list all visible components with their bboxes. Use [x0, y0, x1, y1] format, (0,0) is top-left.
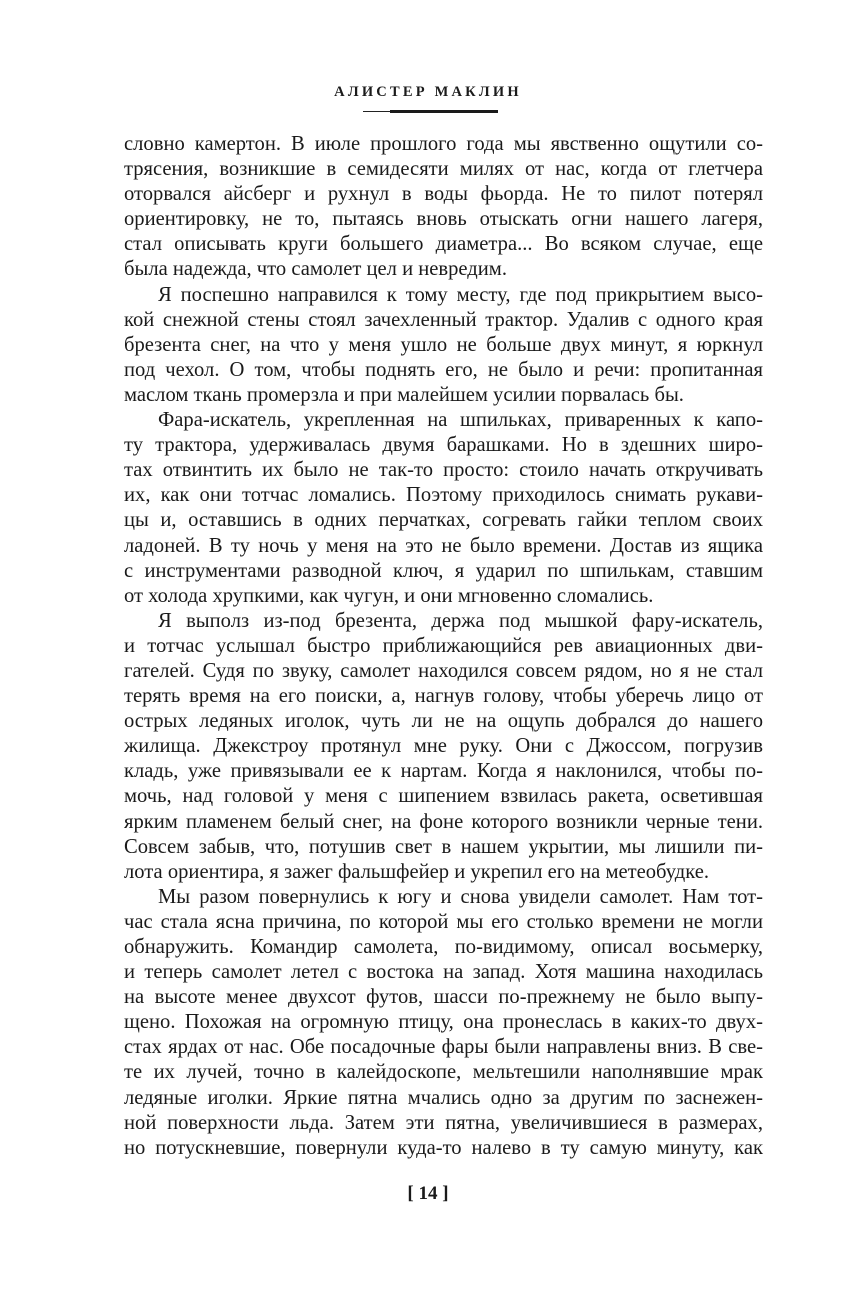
text-line: и тотчас услышал быстро приближающийся рев авиационных дви-	[124, 634, 763, 657]
text-line: Я поспешно направился к тому месту, где под прикрытием высо-	[158, 283, 763, 306]
text-line: трясения, возникшие в семидесяти милях от нас, когда от глетчера	[124, 158, 763, 181]
text-line: под чехол. О том, чтобы поднять его, не было и речи: пропитанная	[124, 358, 763, 381]
text-line: обнаружить. Командир самолета, по-видимому, описал восьмерку,	[124, 936, 763, 958]
text-line: Я выполз из-под брезента, держа под мышкой фару-искатель,	[158, 609, 763, 632]
text-line: Мы разом повернулись к югу и снова увидели самолет. Нам тот-	[158, 885, 763, 908]
running-head-author: АЛИСТЕР МАКЛИН	[334, 84, 522, 100]
text-line: гателей. Судя по звуку, самолет находился совсем рядом, но я не стал	[124, 659, 763, 682]
page-number: [ 14 ]	[407, 1183, 449, 1204]
text-line: была надежда, что самолет цел и невредим.	[124, 258, 507, 281]
text-line: маслом ткань промерзла и при малейшем усилии порвалась бы.	[124, 383, 684, 406]
text-line: ярким пламенем белый снег, на фоне которого возникли черные тени.	[124, 810, 763, 833]
text-line: их, как они тотчас ломались. Поэтому приходилось снимать рукави-	[124, 484, 763, 507]
text-line: от холода хрупкими, как чугун, и они мгновенно сломались.	[124, 584, 654, 607]
text-line: жилища. Джекстроу протянул мне руку. Они с Джоссом, погрузив	[124, 735, 763, 758]
body-text	[124, 132, 763, 1161]
text-line: Фара-искатель, укрепленная на шпильках, приваренных к капо-	[158, 409, 763, 432]
text-line: ту трактора, удерживалась двумя барашками. Но в здешних широ-	[124, 434, 763, 457]
text-line: тах отвинтить их было не так-то просто: стоило начать откручивать	[124, 459, 763, 482]
text-line: лота ориентира, я зажег фальшфейер и укрепил его на метеобудке.	[124, 860, 710, 883]
text-line: ледяные иголки. Яркие пятна мчались одно за другим по заснежен-	[124, 1086, 763, 1109]
text-line: терять время на его поиски, а, нагнув голову, чтобы уберечь лицо от	[124, 685, 763, 708]
text-line: брезента снег, на что у меня ушло не больше двух минут, я юркнул	[124, 333, 763, 356]
text-line: щено. Похожая на огромную птицу, она пронеслась в каких-то двух-	[124, 1011, 763, 1034]
text-line: ориентировку, не то, пытаясь вновь отыскать огни нашего лагеря,	[124, 208, 763, 231]
text-line: ладоней. В ту ночь у меня на это не было времени. Достав из ящика	[124, 534, 763, 557]
text-line: стах ярдах от нас. Обе посадочные фары были направлены вниз. В све-	[124, 1036, 763, 1059]
header-rule-thick	[390, 110, 498, 113]
text-line: цы и, оставшись в одних перчатках, согревать гайки теплом своих	[124, 509, 763, 532]
text-line: ной поверхности льда. Затем эти пятна, увеличившиеся в размерах,	[124, 1111, 763, 1134]
text-line: те их лучей, точно в калейдоскопе, мельтешили наполнявшие мрак	[124, 1061, 763, 1084]
text-line: кладь, уже привязывали ее к нартам. Когда я наклонился, чтобы по-	[124, 760, 763, 783]
text-line: мочь, над головой у меня с шипением взвилась ракета, осветившая	[124, 785, 763, 808]
text-line: Совсем забыв, что, потушив свет в нашем укрытии, мы лишили пи-	[124, 835, 763, 858]
text-line: и теперь самолет летел с востока на запад. Хотя машина находилась	[124, 961, 763, 984]
text-line: с инструментами разводной ключ, я ударил по шпилькам, ставшим	[124, 559, 763, 582]
text-line: словно камертон. В июле прошлого года мы явственно ощутили со-	[124, 133, 763, 155]
text-line: оторвался айсберг и рухнул в воды фьорда. Не то пилот потерял	[124, 183, 763, 206]
text-line: час стала ясна причина, по которой мы его столько времени не могли	[124, 910, 763, 933]
text-line: стал описывать круги большего диаметра... Во всяком случае, еще	[124, 233, 763, 256]
text-line: но потускневшие, повернули куда-то налево в ту самую минуту, как	[124, 1136, 763, 1159]
text-line: на высоте менее двухсот футов, шасси по-прежнему не было выпу-	[124, 986, 763, 1009]
text-line: острых ледяных иголок, чуть ли не на ощупь добрался до нашего	[124, 710, 763, 733]
text-line: кой снежной стены стоял зачехленный трактор. Удалив с одного края	[124, 308, 763, 331]
